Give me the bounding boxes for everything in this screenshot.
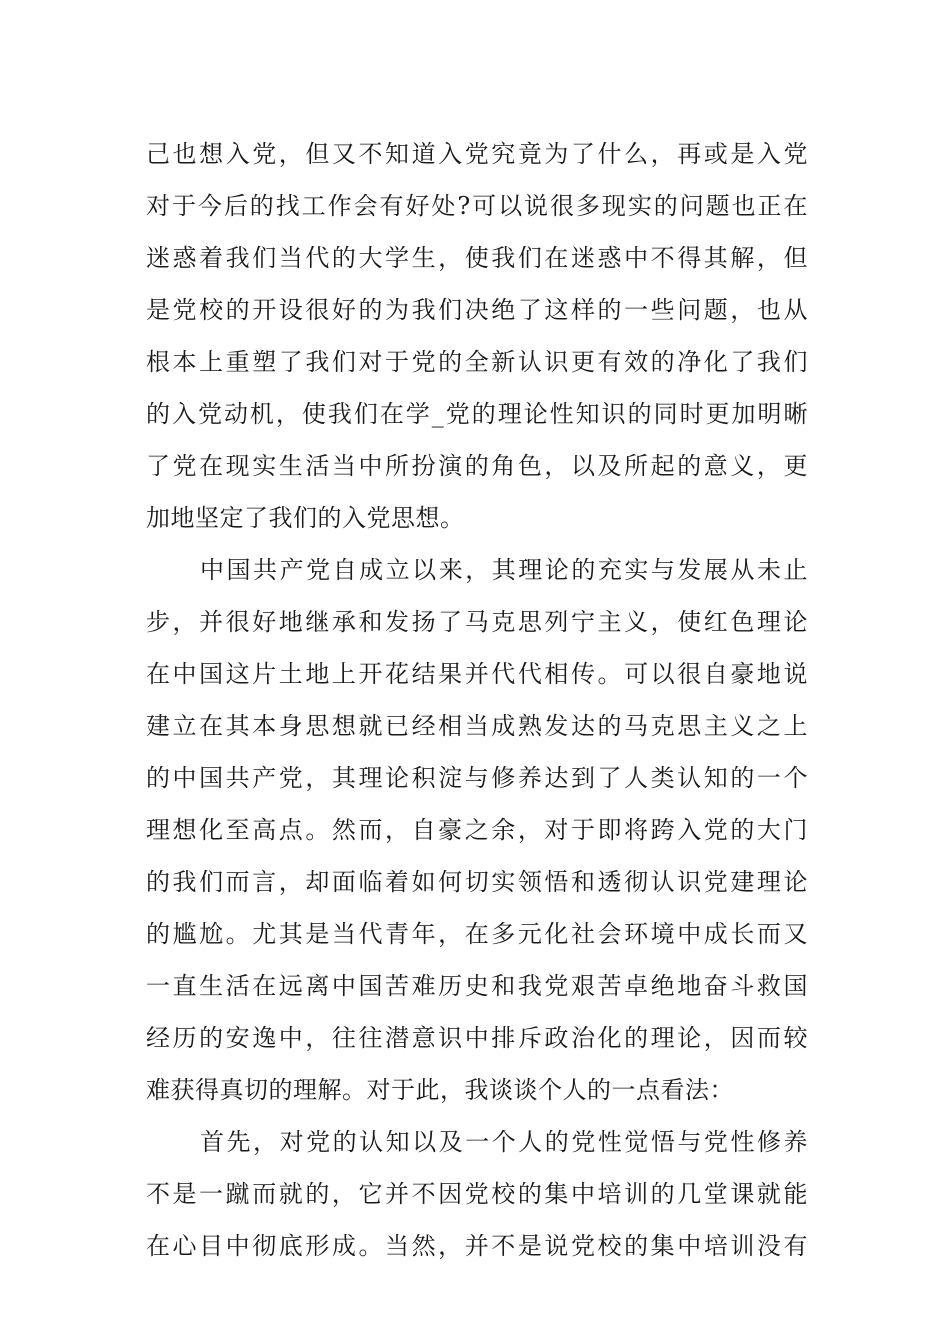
text-line: 一直生活在远离中国苦难历史和我党艰苦卓绝地奋斗救国 (146, 972, 808, 1000)
paragraph-1 (146, 128, 808, 544)
text-line: 己也想入党，但又不知道入党究竟为了什么，再或是入党 (146, 140, 808, 168)
text-line: 的尴尬。尤其是当代青年，在多元化社会环境中成长而又 (146, 920, 808, 948)
text-line: 的中国共产党，其理论积淀与修养达到了人类认知的一个 (146, 764, 808, 792)
text-line: 经历的安逸中，往往潜意识中排斥政治化的理论，因而较 (146, 1024, 808, 1052)
text-line: 了党在现实生活当中所扮演的角色，以及所起的意义，更 (146, 452, 808, 480)
text-line: 首先，对党的认知以及一个人的党性觉悟与党性修养 (200, 1128, 808, 1156)
text-line: 在心目中彻底形成。当然，并不是说党校的集中培训没有 (146, 1232, 808, 1260)
text-line: 根本上重塑了我们对于党的全新认识更有效的净化了我们 (146, 348, 808, 376)
text-line: 在中国这片土地上开花结果并代代相传。可以很自豪地说 (146, 660, 808, 688)
text-line: 步，并很好地继承和发扬了马克思列宁主义，使红色理论 (146, 608, 808, 636)
text-line: 不是一蹴而就的，它并不因党校的集中培训的几堂课就能 (146, 1180, 808, 1208)
text-line: 对于今后的找工作会有好处?可以说很多现实的问题也正在 (146, 192, 808, 220)
text-line: 难获得真切的理解。对于此，我谈谈个人的一点看法： (146, 1076, 734, 1104)
paragraph-2 (146, 544, 808, 1116)
text-line: 的我们而言，却面临着如何切实领悟和透彻认识党建理论 (146, 868, 808, 896)
text-line: 迷惑着我们当代的大学生，使我们在迷惑中不得其解，但 (146, 244, 808, 272)
document-body (146, 128, 808, 1272)
text-line: 建立在其本身思想就已经相当成熟发达的马克思主义之上 (146, 712, 808, 740)
text-line: 是党校的开设很好的为我们决绝了这样的一些问题，也从 (146, 296, 808, 324)
text-line: 加地坚定了我们的入党思想。 (146, 504, 465, 532)
text-line: 中国共产党自成立以来，其理论的充实与发展从未止 (200, 556, 808, 584)
text-line: 的入党动机，使我们在学_党的理论性知识的同时更加明晰 (146, 400, 808, 428)
text-line: 理想化至高点。然而，自豪之余，对于即将跨入党的大门 (146, 816, 808, 844)
paragraph-3 (146, 1116, 808, 1272)
